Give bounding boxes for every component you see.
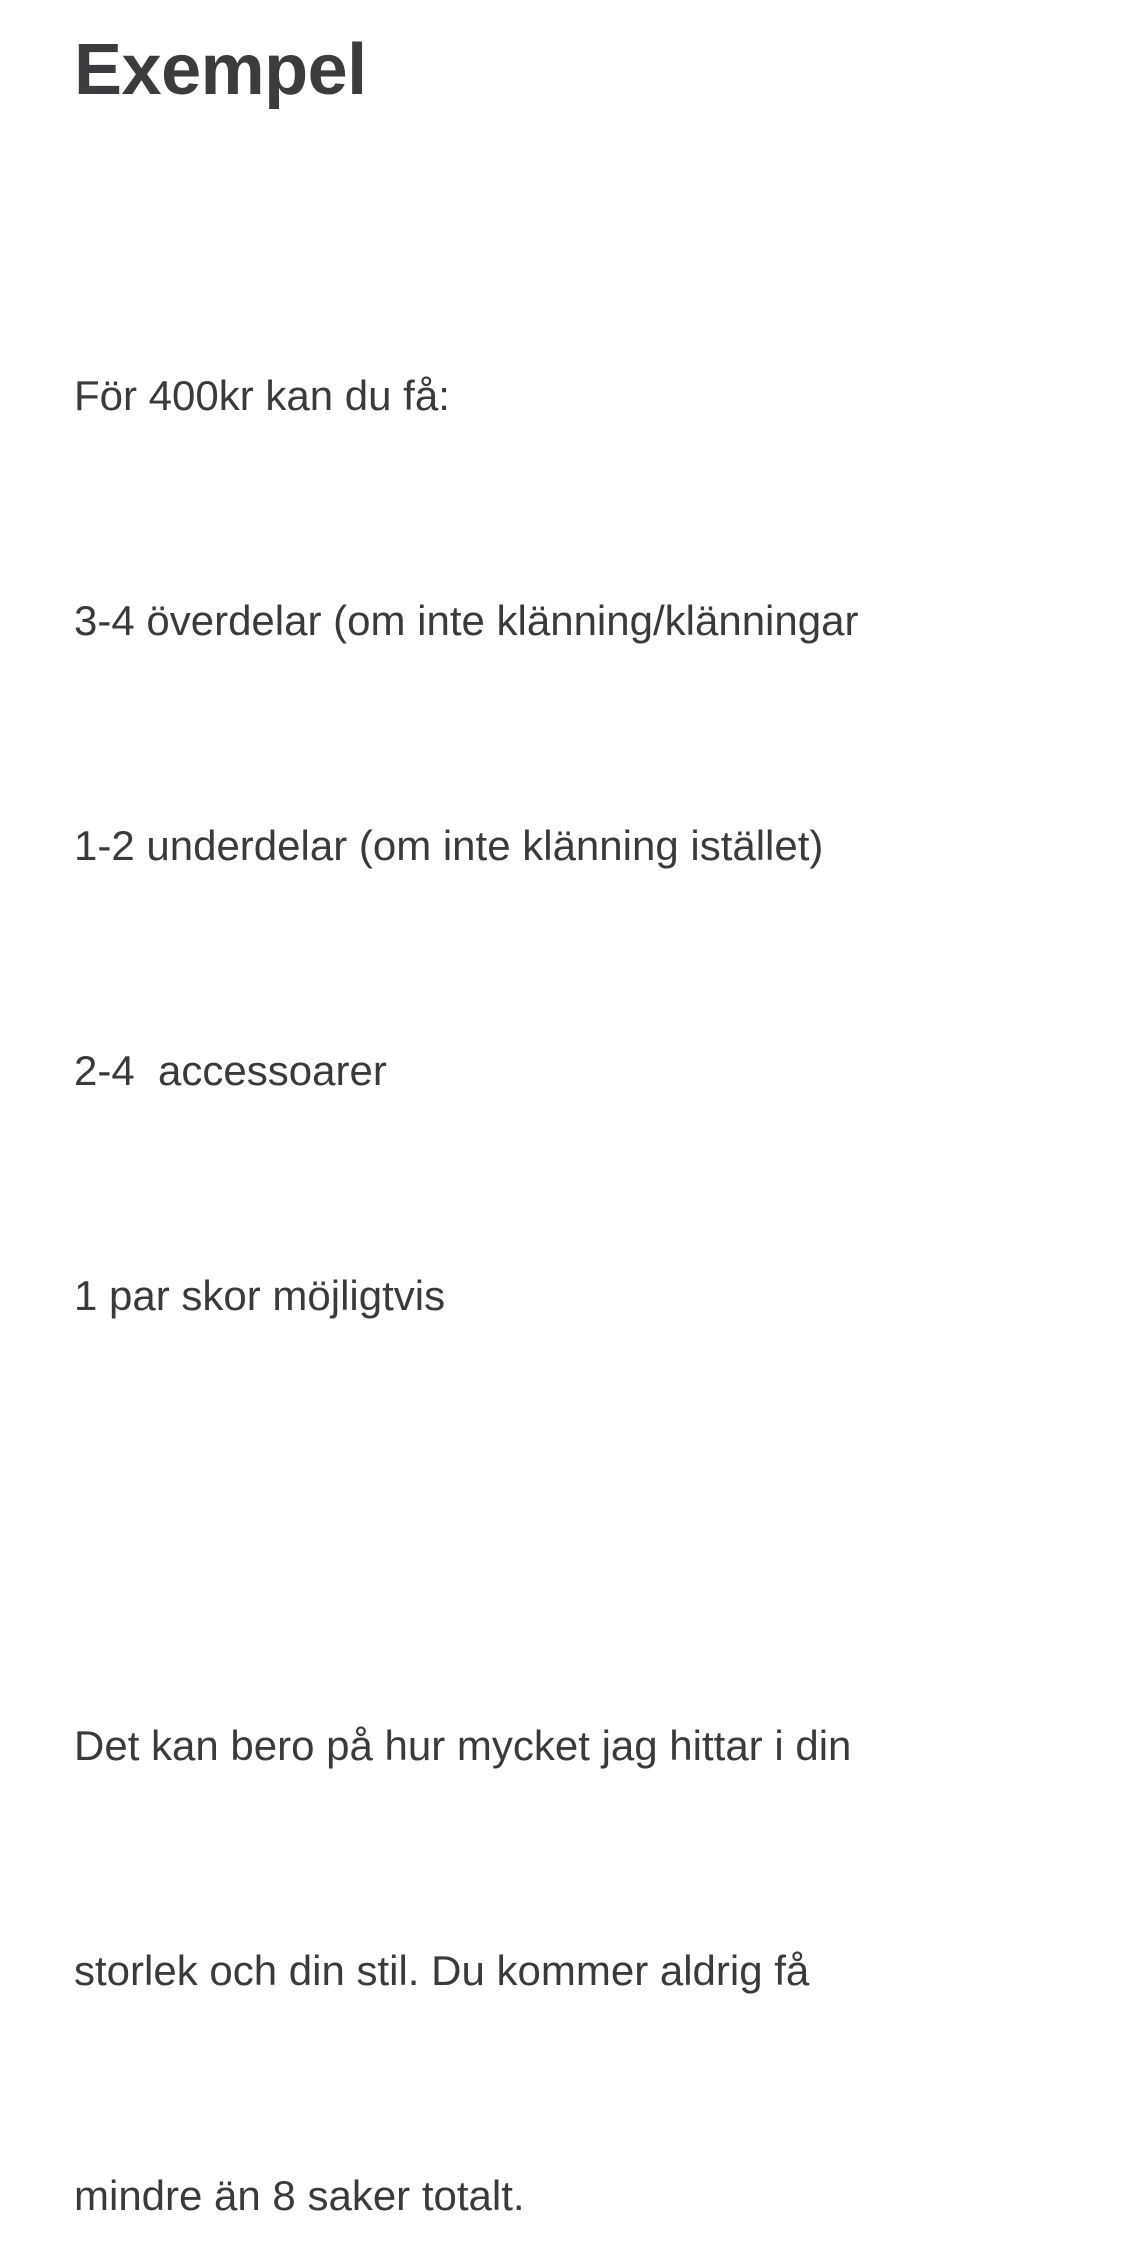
note-line: 3-4 överdelar (om inte klänning/klänningar xyxy=(74,597,859,644)
note-line: storlek och din stil. Du kommer aldrig få xyxy=(74,1947,810,1994)
note-paragraph-disclaimer xyxy=(74,1558,1094,2250)
note-title: Exempel xyxy=(74,30,367,110)
note-line: 1 par skor möjligtvis xyxy=(74,1272,446,1319)
note-line: För 400kr kan du få: xyxy=(74,372,450,419)
note-line: Det kan bero på hur mycket jag hittar i din xyxy=(74,1722,852,1769)
note-paragraph-offer xyxy=(74,208,1094,1483)
note-line: mindre än 8 saker totalt. xyxy=(74,2172,525,2219)
note-line: 1-2 underdelar (om inte klänning istället) xyxy=(74,822,824,869)
note-body[interactable] xyxy=(74,0,1094,2250)
note-line: 2-4 accessoarer xyxy=(74,1047,387,1094)
